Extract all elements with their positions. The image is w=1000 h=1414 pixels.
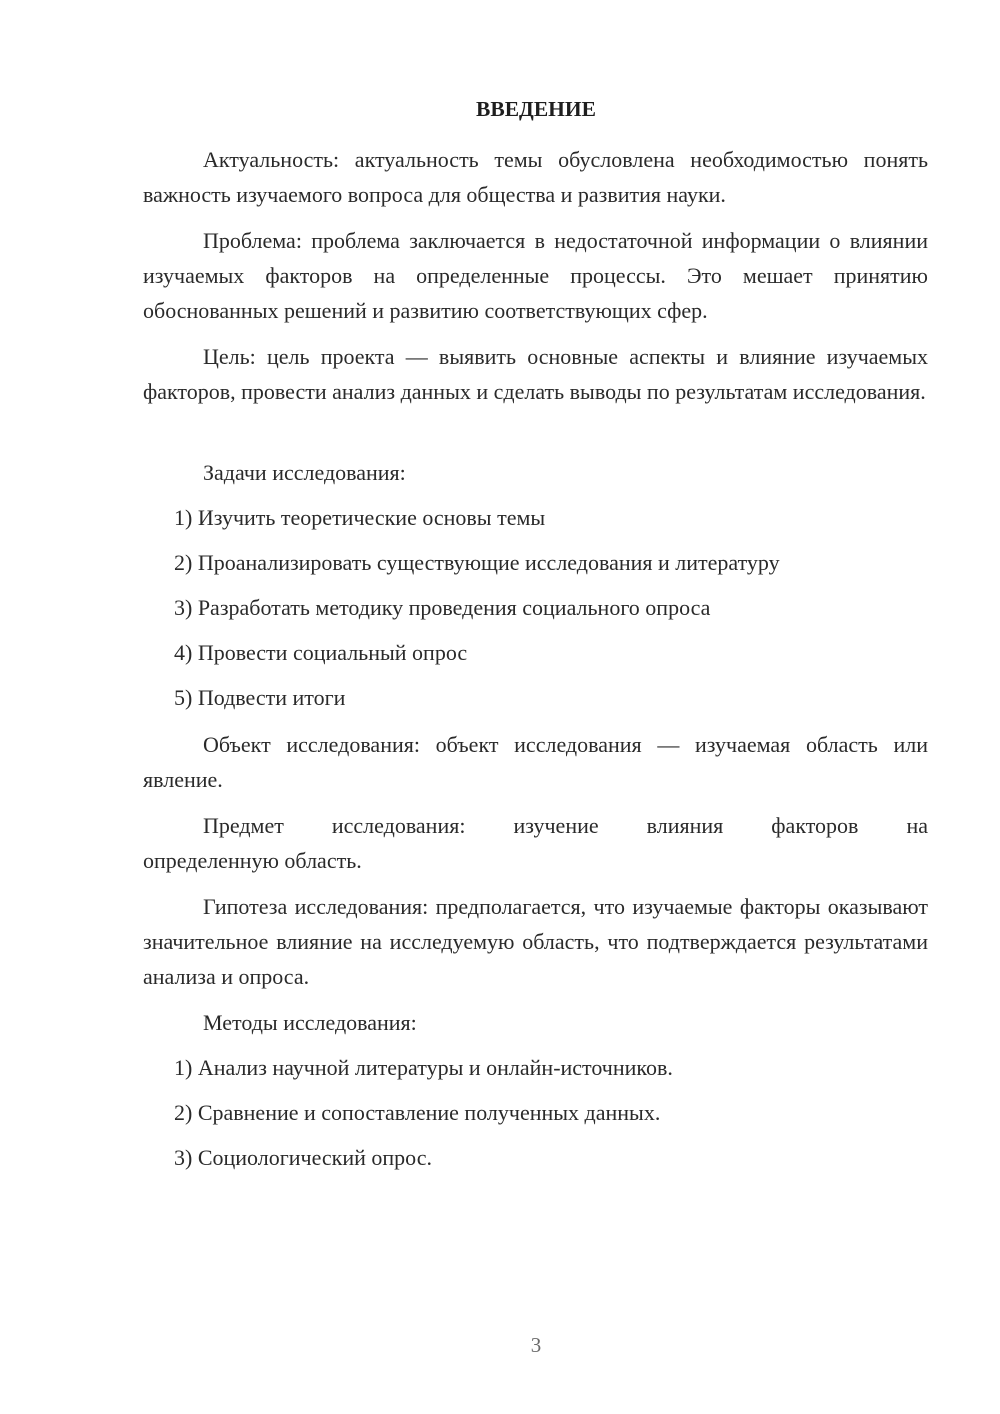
method-item: 1) Анализ научной литературы и онлайн-источников. bbox=[174, 1055, 673, 1080]
task-item: 5) Подвести итоги bbox=[174, 685, 346, 710]
relevance-paragraph: Актуальность: актуальность темы обусловлена необходимостью понять важность изучаемого вопроса для общества и развития науки. bbox=[143, 147, 928, 207]
hypothesis-paragraph: Гипотеза исследования: предполагается, что изучаемые факторы оказывают значительное влияние на исследуемую область, что подтверждается результатами анализа и опроса. bbox=[143, 894, 928, 989]
method-item: 2) Сравнение и сопоставление полученных данных. bbox=[174, 1100, 661, 1125]
subject-paragraph-line2: определенную область. bbox=[143, 848, 362, 873]
methods-heading: Методы исследования: bbox=[203, 1010, 417, 1035]
page-number: 3 bbox=[530, 1333, 542, 1357]
object-paragraph: Объект исследования: объект исследования — изучаемая область или явление. bbox=[143, 732, 928, 792]
task-item: 2) Проанализировать существующие исследования и литературу bbox=[174, 550, 780, 575]
method-item: 3) Социологический опрос. bbox=[174, 1145, 432, 1170]
task-item: 1) Изучить теоретические основы темы bbox=[174, 505, 546, 530]
task-item: 4) Провести социальный опрос bbox=[174, 640, 468, 665]
tasks-heading: Задачи исследования: bbox=[203, 460, 406, 485]
problem-paragraph: Проблема: проблема заключается в недостаточной информации о влиянии изучаемых факторов на определенные процессы. Это мешает принятию обоснованных решений и развитию соответствующих сфер. bbox=[143, 228, 928, 323]
page-title: ВВЕДЕНИЕ bbox=[476, 97, 596, 121]
task-item: 3) Разработать методику проведения социального опроса bbox=[174, 595, 711, 620]
subject-paragraph-line1: Предмет исследования: изучение влияния факторов на bbox=[203, 813, 928, 838]
goal-paragraph: Цель: цель проекта — выявить основные аспекты и влияние изучаемых факторов, провести анализ данных и сделать выводы по результатам исследования. bbox=[143, 344, 928, 404]
